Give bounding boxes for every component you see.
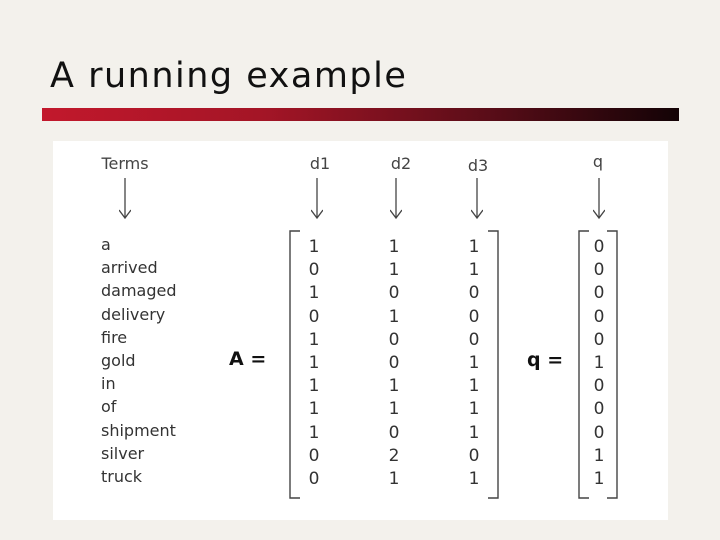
matrix-a-label: A = bbox=[229, 348, 267, 370]
term-item: shipment bbox=[101, 420, 176, 440]
matrix-column-d2 bbox=[384, 236, 404, 491]
matrix-a-right-bracket bbox=[487, 230, 499, 500]
matrix-cell: 1 bbox=[468, 260, 480, 281]
term-item: gold bbox=[101, 350, 136, 370]
matrix-cell: 1 bbox=[468, 376, 480, 397]
matrix-cell: 0 bbox=[388, 283, 400, 304]
matrix-cell: 0 bbox=[308, 306, 320, 327]
term-item: a bbox=[101, 235, 111, 254]
matrix-cell: 1 bbox=[388, 237, 400, 257]
matrix-cell: 1 bbox=[468, 422, 480, 443]
query-vector-column bbox=[589, 236, 609, 491]
down-arrow-icon bbox=[593, 178, 605, 220]
matrix-cell: 1 bbox=[388, 376, 400, 397]
query-cell: 1 bbox=[593, 445, 605, 466]
down-arrow-icon bbox=[471, 178, 483, 220]
matrix-cell: 1 bbox=[308, 376, 320, 397]
matrix-cell: 0 bbox=[308, 468, 320, 489]
query-cell: 0 bbox=[593, 283, 605, 304]
query-cell: 1 bbox=[593, 352, 605, 373]
matrix-a-left-bracket bbox=[289, 230, 301, 500]
query-cell: 0 bbox=[593, 306, 605, 327]
query-cell: 1 bbox=[593, 468, 605, 489]
query-cell: 0 bbox=[593, 376, 605, 397]
term-item: delivery bbox=[101, 304, 166, 324]
term-item: fire bbox=[101, 327, 128, 347]
matrix-cell: 0 bbox=[308, 260, 320, 281]
term-item: in bbox=[101, 374, 116, 394]
matrix-cell: 2 bbox=[388, 445, 400, 466]
matrix-column-d1 bbox=[304, 236, 324, 491]
matrix-cell: 1 bbox=[388, 468, 400, 489]
term-item: of bbox=[101, 397, 117, 417]
matrix-cell: 1 bbox=[468, 237, 480, 257]
matrix-cell: 1 bbox=[388, 306, 400, 327]
term-list bbox=[101, 233, 177, 488]
slide-title: A running example bbox=[50, 56, 408, 96]
matrix-cell: 0 bbox=[468, 329, 480, 350]
matrix-cell: 1 bbox=[308, 422, 320, 443]
vector-q-label: q = bbox=[527, 349, 564, 371]
matrix-cell: 0 bbox=[388, 352, 400, 373]
terms-header: Terms bbox=[101, 154, 149, 173]
matrix-cell: 1 bbox=[308, 329, 320, 350]
query-cell: 0 bbox=[593, 260, 605, 281]
term-item: arrived bbox=[101, 258, 158, 278]
matrix-cell: 1 bbox=[468, 399, 480, 420]
query-cell: 0 bbox=[593, 329, 605, 350]
matrix-column-d3 bbox=[464, 236, 484, 491]
down-arrow-icon bbox=[390, 178, 402, 220]
query-cell: 0 bbox=[593, 399, 605, 420]
matrix-cell: 0 bbox=[388, 422, 400, 443]
query-cell: 0 bbox=[593, 422, 605, 443]
matrix-cell: 0 bbox=[388, 329, 400, 350]
matrix-cell: 1 bbox=[468, 468, 480, 489]
matrix-cell: 1 bbox=[308, 283, 320, 304]
term-item: truck bbox=[101, 466, 143, 486]
matrix-cell: 0 bbox=[468, 306, 480, 327]
matrix-cell: 1 bbox=[468, 352, 480, 373]
matrix-cell: 1 bbox=[308, 237, 320, 257]
column-header-d3: d3 bbox=[467, 156, 489, 175]
down-arrow-icon bbox=[311, 178, 323, 220]
term-item: damaged bbox=[101, 281, 177, 301]
matrix-cell: 0 bbox=[468, 445, 480, 466]
column-header-q: q bbox=[592, 152, 604, 171]
title-rule bbox=[42, 108, 679, 121]
column-header-d2: d2 bbox=[390, 154, 412, 173]
term-document-matrix-figure bbox=[53, 141, 668, 520]
matrix-cell: 1 bbox=[308, 352, 320, 373]
term-item: silver bbox=[101, 443, 145, 463]
column-header-d1: d1 bbox=[309, 154, 331, 173]
matrix-cell: 1 bbox=[388, 260, 400, 281]
down-arrow-icon bbox=[119, 178, 131, 220]
query-cell: 0 bbox=[593, 237, 605, 257]
matrix-cell: 1 bbox=[388, 399, 400, 420]
matrix-cell: 1 bbox=[308, 399, 320, 420]
matrix-cell: 0 bbox=[308, 445, 320, 466]
matrix-cell: 0 bbox=[468, 283, 480, 304]
